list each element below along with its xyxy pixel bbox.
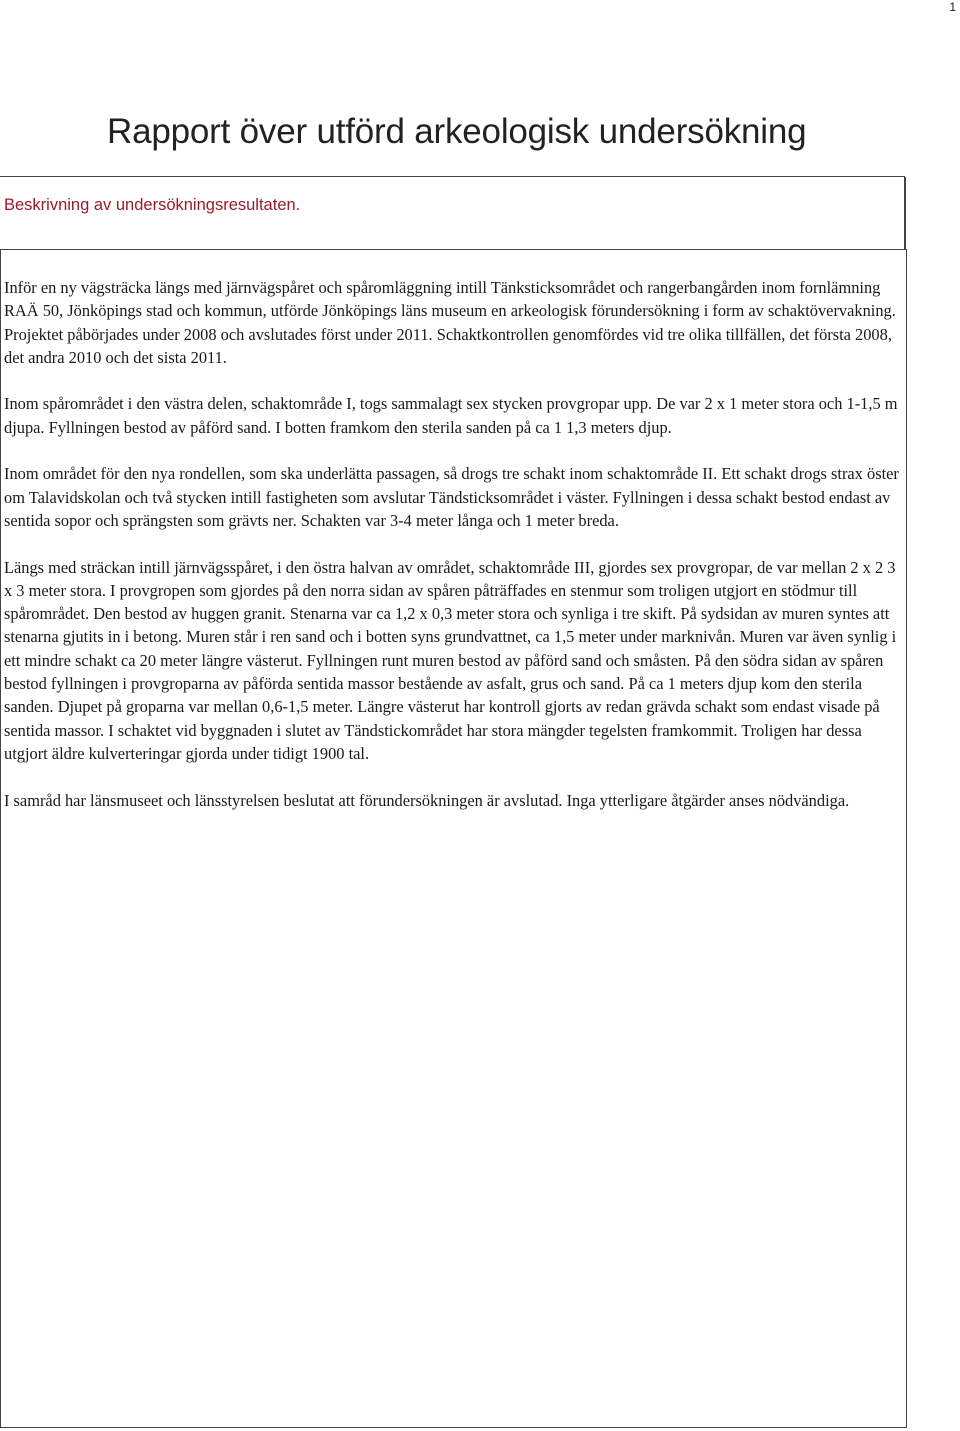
paragraph-intro: Inför en ny vägsträcka längs med järnvägspåret och spåromläggning intill Tänksticksområdet och rangerbangården inom fornlämning RAÄ 50, Jönköpings stad och kommun, utförde Jönköpings läns museum en arkeologisk förundersökning i form av schaktövervakning. Projektet påbörjades under 2008 och avslutades först under 2011. Schaktkontrollen genomfördes vid tre olika tillfällen, det första 2008, det andra 2010 och det sista 2011. bbox=[4, 278, 896, 367]
paragraph-area-2: Inom området för den nya rondellen, som ska underlätta passagen, så drogs tre schakt inom schaktområde II. Ett schakt drogs strax öster om Talavidskolan och två stycken intill fastigheten som avslutar Tändsticksområdet i väster. Fyllningen i dessa schakt bestod endast av sentida sopor och sprängsten som grävts ner. Schakten var 3-4 meter långa och 1 meter breda. bbox=[4, 464, 899, 530]
page-title: Rapport över utförd arkeologisk undersökning bbox=[107, 112, 807, 151]
section-label: Beskrivning av undersökningsresultaten. bbox=[4, 196, 301, 214]
paragraph-conclusion: I samråd har länsmuseet och länsstyrelsen beslutat att förundersökningen är avslutad. Inga ytterligare åtgärder anses nödvändiga. bbox=[4, 790, 850, 810]
page-number: 1 bbox=[949, 0, 956, 14]
paragraph-area-1: Inom spårområdet i den västra delen, schaktområde I, togs sammalagt sex stycken provgropar upp. De var 2 x 1 meter stora och 1-1,5 m djupa. Fyllningen bestod av påförd sand. I botten framkom den sterila sanden på ca 1 1,3 meters djup. bbox=[4, 394, 898, 437]
report-body bbox=[4, 276, 904, 812]
paragraph-area-3: Längs med sträckan intill järnvägsspåret, i den östra halvan av området, schaktområde III, gjordes sex provgropar, de var mellan 2 x 2 3 x 3 meter stora. I provgropen som gjordes på den norra sidan av spåren påträffades en stenmur som troligen utgjort en stödmur till spårområdet. Den bestod av huggen granit. Stenarna var ca 1,2 x 0,3 meter stora och synliga i tre skift. På sydsidan av muren syntes att stenarna gjutits in i betong. Muren står i ren sand och i botten syns grundvattnet, ca 1,5 meter under marknivån. Muren var även synlig i ett mindre schakt ca 20 meter längre västerut. Fyllningen runt muren bestod av påförd sand och småsten. På den södra sidan av spåren bestod fyllningen i provgroparna av påförda sentida massor bestående av asfalt, grus och sand. På ca 1 meters djup kom den sterila sanden. Djupet på groparna var mellan 0,6-1,5 meter. Längre västerut har kontroll gjorts av redan grävda schakt som endast visade på sentida massor. I schaktet vid byggnaden i slutet av Tändstickområdet har stora mängder tegelsten framkommit. Troligen har dessa utgjort äldre kulverteringar gjorda under tidigt 1900 tal. bbox=[4, 557, 897, 763]
